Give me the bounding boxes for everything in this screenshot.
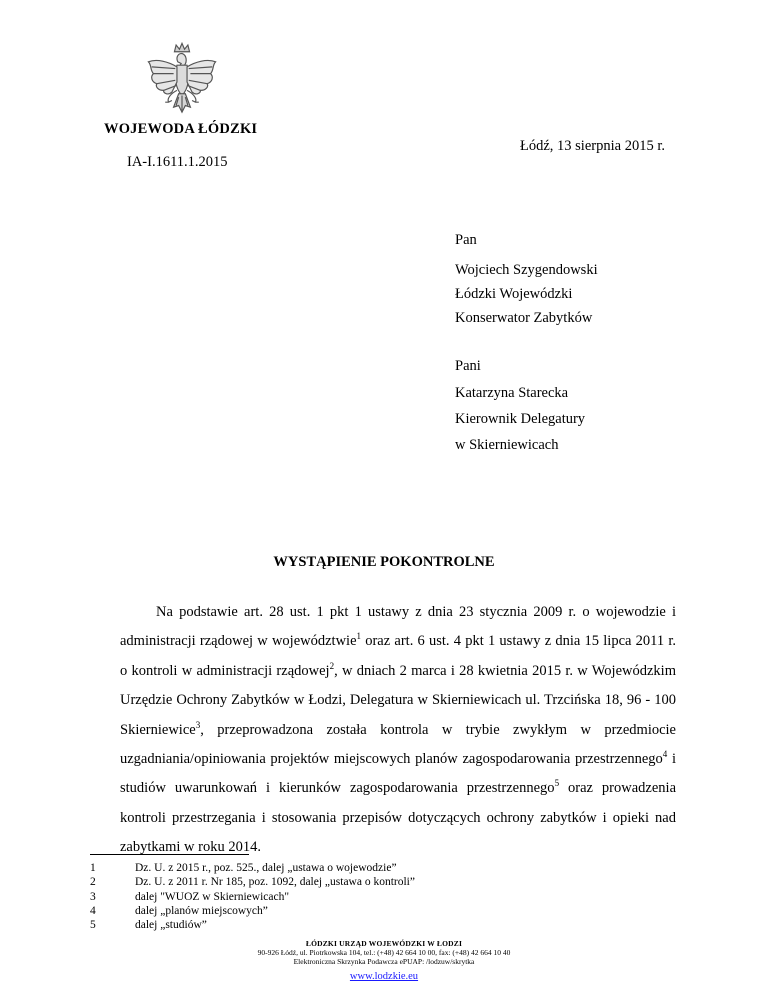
addressee-1-role-line2: Konserwator Zabytków: [455, 310, 593, 326]
footnote-text: dalej „studiów”: [135, 919, 207, 932]
footnote-number: 1: [90, 862, 96, 874]
addressee-1-role-line1: Łódzki Wojewódzki: [455, 286, 573, 302]
page-footer: [0, 939, 768, 984]
footnote: [90, 918, 415, 932]
footnote-text: Dz. U. z 2015 r., poz. 525., dalej „ustawa o wojewodzie”: [135, 862, 397, 874]
addressee-2-name: Katarzyna Starecka: [455, 385, 569, 401]
footnote: [90, 861, 415, 875]
footnote-ref-2: 2: [329, 660, 335, 671]
body-text-5: i studiów uwarunkowań i kierunków zagospodarowania przestrzennego: [120, 751, 677, 797]
footnote: [90, 890, 415, 904]
footnote-separator: [90, 854, 249, 855]
footnote-ref-1: 1: [356, 631, 362, 642]
footnote-ref-5: 5: [554, 778, 560, 789]
footnote-ref-3: 3: [195, 719, 201, 730]
letter-date: Łódź, 13 sierpnia 2015 r.: [520, 138, 665, 154]
body-paragraph: [120, 598, 676, 863]
footer-address: 90-926 Łódź, ul. Piotrkowska 104, tel.: (+48) 42 664 10 00, fax: (+48) 42 664 10 40: [257, 948, 511, 957]
footnote: [90, 875, 415, 889]
addressee-1-name: Wojciech Szygendowski: [455, 262, 598, 278]
case-reference: IA-I.1611.1.2015: [127, 154, 228, 170]
footnote-number: 4: [90, 904, 96, 917]
addressee-1-title: Pan: [455, 232, 477, 248]
footnote-ref-4: 4: [662, 749, 668, 760]
footnote-number: 3: [90, 890, 96, 903]
addressee-2-role-line2: w Skierniewicach: [455, 437, 559, 453]
footnote-number: 2: [90, 876, 96, 889]
document-title: WYSTĄPIENIE POKONTROLNE: [273, 554, 495, 570]
footnote-text: Dz. U. z 2011 r. Nr 185, poz. 1092, dalej „ustawa o kontroli”: [135, 876, 415, 889]
footnote: [90, 904, 415, 918]
footnote-text: dalej "WUOZ w Skierniewicach": [135, 890, 290, 903]
body-text-6: oraz prowadzenia kontroli przestrzegania i stosowania przepisów dotyczących ochrony zabytków i opieki nad zabytkami w roku 2014.: [120, 780, 676, 856]
footnote-number: 5: [90, 919, 96, 932]
footer-epuap: Elektroniczna Skrzynka Podawcza ePUAP: /lodzuw/skrytka: [293, 957, 475, 966]
body-text-2: oraz art. 6 ust. 4 pkt 1 ustawy z dnia 15 lipca 2011 r. o kontroli w administracji rządowej: [120, 633, 676, 679]
footer-website-link[interactable]: www.lodzkie.eu: [349, 971, 419, 982]
body-text-3: , w dniach 2 marca i 28 kwietnia 2015 r. w Wojewódzkim Urzędzie Ochrony Zabytków w Łodzi, Delegatura w Skierniewicach ul. Trzcińska 18, 96 - 100 Skierniewice: [120, 662, 676, 738]
body-text-1: Na podstawie art. 28 ust. 1 pkt 1 ustawy z dnia 23 stycznia 2009 r. o wojewodzie i administracji rządowej w województwie: [120, 604, 676, 650]
footnotes: [90, 861, 415, 932]
footer-office-name: ŁÓDZKI URZĄD WOJEWÓDZKI W ŁODZI: [305, 939, 463, 948]
addressee-2-title: Pani: [455, 358, 481, 374]
issuer-name: WOJEWODA ŁÓDZKI: [104, 121, 258, 137]
polish-eagle-emblem-icon: [140, 40, 224, 124]
footnote-text: dalej „planów miejscowych”: [135, 904, 268, 917]
body-text-4: , przeprowadzona została kontrola w trybie zwykłym w przedmiocie uzgadniania/opiniowania projektów miejscowych planów zagospodarowania przestrzennego: [120, 721, 676, 768]
addressee-2-role-line1: Kierownik Delegatury: [455, 411, 586, 427]
